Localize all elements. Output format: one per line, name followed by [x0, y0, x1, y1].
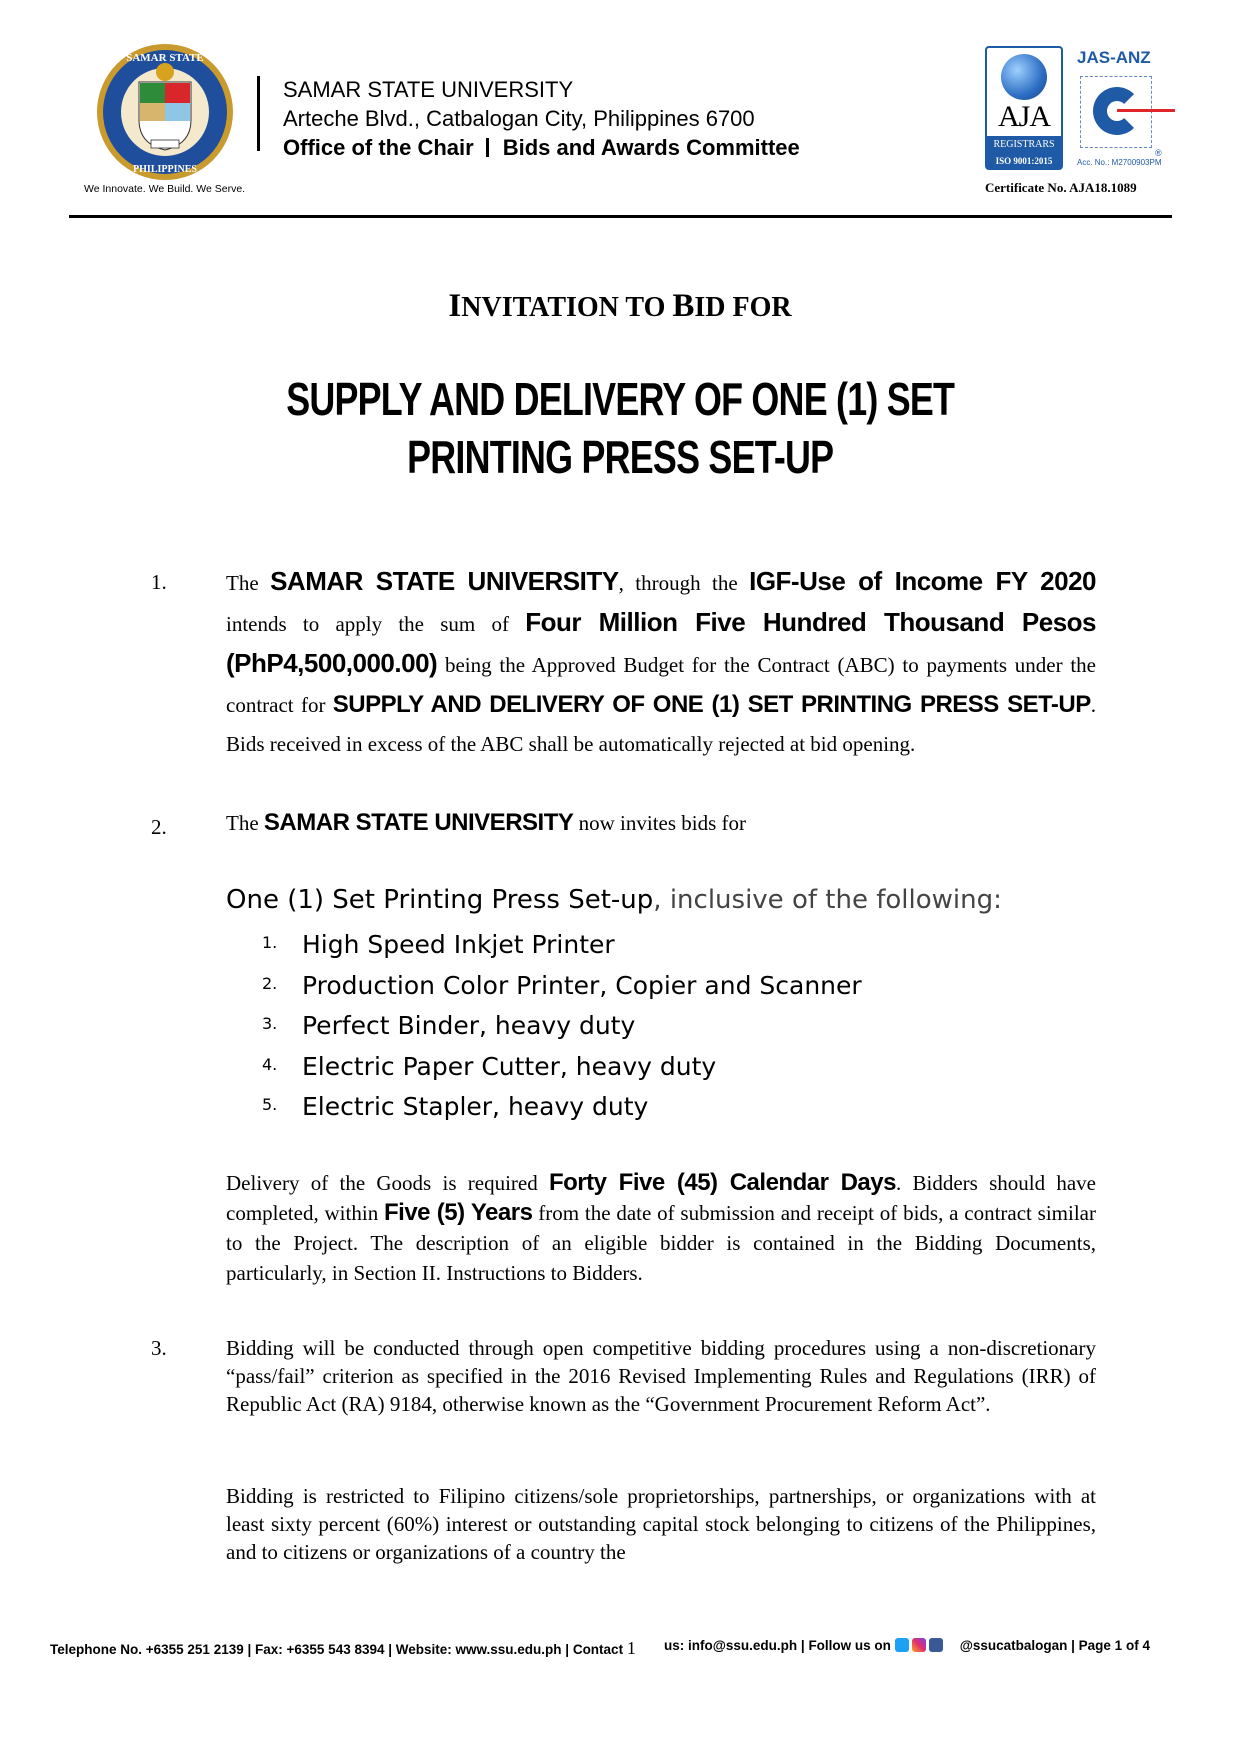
heading-initial-b: B: [672, 288, 695, 324]
item-number: 4.: [262, 1054, 278, 1074]
fund-source: IGF-Use of Income FY 2020: [749, 566, 1097, 596]
accreditation-number: Acc. No.: M2700903PM: [1077, 158, 1162, 167]
item-label: High Speed Inkjet Printer: [302, 930, 615, 959]
item-number: 5.: [262, 1095, 278, 1114]
text: . Bids received in excess of the ABC shall be automatically rejected at bid opening.: [226, 693, 1096, 756]
text: being the Approved Budget for the Contract (ABC) to payments under the contract for: [226, 653, 1096, 717]
svg-text:SAMAR STATE: SAMAR STATE: [126, 52, 204, 64]
text: now invites bids for: [573, 811, 747, 835]
text: The: [226, 571, 271, 595]
section-1-number: 1.: [151, 570, 167, 594]
footer-contact-num: 1: [626, 1638, 636, 1658]
project-title-line-2: PRINTING PRESS SET-UP: [406, 431, 834, 483]
text: intends to apply the sum of: [226, 612, 526, 636]
footer-contact: [50, 1638, 636, 1659]
globe-icon: [1001, 54, 1047, 100]
office-name: Office of the Chair: [283, 135, 474, 160]
list-item: [262, 1086, 862, 1127]
jas-anz-label: JAS-ANZ: [1077, 48, 1151, 67]
text: from the date of submission and receipt of bids, a contract similar to the Project. The description of an eligible bidder is contained in the Bidding Documents, particularly, in Section II. Instructions to Bidders.: [226, 1201, 1097, 1285]
section-2-intro: [226, 808, 1096, 838]
iso-label: ISO 9001:2015: [987, 154, 1061, 168]
section-3-paragraph-1: Bidding will be conducted through open competitive bidding procedures using a non-discretionary “pass/fail” criterion as specified in the 2016 Revised Implementing Rules and Regulations (IRR) of Republic Act (RA) 9184, otherwise known as the “Government Procurement Reform Act”.: [226, 1336, 1096, 1416]
page-number: | Page 1 of 4: [1067, 1638, 1150, 1653]
university-name: SAMAR STATE UNIVERSITY: [283, 77, 574, 102]
certificate-number: Certificate No. AJA18.1089: [985, 180, 1137, 195]
instagram-icon[interactable]: [912, 1638, 926, 1652]
office-line: [283, 133, 800, 162]
red-line-icon: [1117, 109, 1175, 112]
abc-amount: Four Million Five Hundred Thousand Pesos (PhP4,500,000.00): [226, 607, 1097, 678]
section-2-number: 2.: [151, 815, 167, 839]
item-label: Perfect Binder, heavy duty: [302, 1011, 636, 1040]
certification-logos: [985, 46, 1175, 201]
svg-text:PHILIPPINES: PHILIPPINES: [133, 164, 197, 175]
invitation-heading: [0, 288, 1240, 325]
experience-period: Five (5) Years: [384, 1199, 533, 1226]
social-handle[interactable]: @ssucatbalogan: [959, 1638, 1068, 1653]
delivery-paragraph: [226, 1168, 1096, 1288]
items-heading: [226, 885, 1002, 915]
aja-registrars-logo: [985, 46, 1063, 170]
list-item: [262, 924, 862, 965]
header-divider: [257, 76, 260, 151]
item-number: 3.: [262, 1014, 278, 1033]
project-title: [0, 370, 1240, 486]
heading-initial-i: I: [448, 288, 462, 324]
letterhead: [283, 75, 800, 162]
facebook-icon[interactable]: [929, 1638, 943, 1652]
registered-mark-icon: ®: [1155, 148, 1162, 158]
footer-social: [664, 1638, 1150, 1653]
header-rule: [69, 215, 1172, 218]
item-number: 2.: [262, 973, 278, 993]
item-label: Electric Stapler, heavy duty: [302, 1092, 649, 1121]
university-name-bold: SAMAR STATE UNIVERSITY: [263, 809, 574, 836]
registrars-label: REGISTRARS: [987, 136, 1061, 154]
section-3-number: 3.: [151, 1336, 167, 1360]
text: The: [226, 811, 264, 835]
item-label: Production Color Printer, Copier and Scanner: [302, 970, 862, 1000]
university-tagline: We Innovate. We Build. We Serve.: [84, 183, 246, 195]
university-seal-logo: [95, 42, 235, 182]
text: . Bidders should have completed, within: [226, 1171, 1096, 1225]
delivery-period: Forty Five (45) Calendar Days: [548, 1169, 896, 1196]
footer-contact-text: Telephone No. +6355 251 2139 | Fax: +6355 543 8394 | Website: www.ssu.edu.ph | Contact: [50, 1642, 627, 1657]
jas-anz-logo: [1080, 76, 1152, 148]
text: Delivery of the Goods is required: [226, 1171, 549, 1195]
heading-part-2: ID FOR: [694, 292, 792, 323]
items-list: [262, 924, 862, 1127]
heading-part-1: NVITATION TO: [461, 292, 673, 323]
section-1-paragraph: [226, 562, 1096, 764]
university-address: Arteche Blvd., Catbalogan City, Philippines 6700: [283, 106, 755, 131]
items-heading-main: One (1) Set Printing Press Set-up: [226, 885, 654, 915]
contract-name: SUPPLY AND DELIVERY OF ONE (1) SET PRINTING PRESS SET-UP: [332, 691, 1091, 718]
university-name-bold: SAMAR STATE UNIVERSITY: [270, 566, 619, 596]
footer-email-text: us: info@ssu.edu.ph | Follow us on: [664, 1638, 895, 1653]
items-heading-suffix: , inclusive of the following:: [653, 885, 1002, 915]
aja-label: AJA: [997, 100, 1050, 133]
list-item: [262, 965, 862, 1006]
committee-name: Bids and Awards Committee: [502, 135, 800, 160]
project-title-line-1: SUPPLY AND DELIVERY OF ONE (1) SET: [286, 373, 954, 425]
office-separator: [486, 138, 489, 157]
item-number: 1.: [262, 933, 278, 952]
twitter-icon[interactable]: [895, 1638, 909, 1652]
item-label: Electric Paper Cutter, heavy duty: [302, 1051, 717, 1081]
text: , through the: [618, 571, 750, 595]
list-item: [262, 1046, 862, 1087]
section-3-paragraph-2: Bidding is restricted to Filipino citizens/sole proprietorships, partnerships, or organizations with at least sixty percent (60%) interest or outstanding capital stock belonging to citizens of the Philippines, and to citizens or organizations of a country the: [226, 1484, 1096, 1564]
list-item: [262, 1005, 862, 1046]
